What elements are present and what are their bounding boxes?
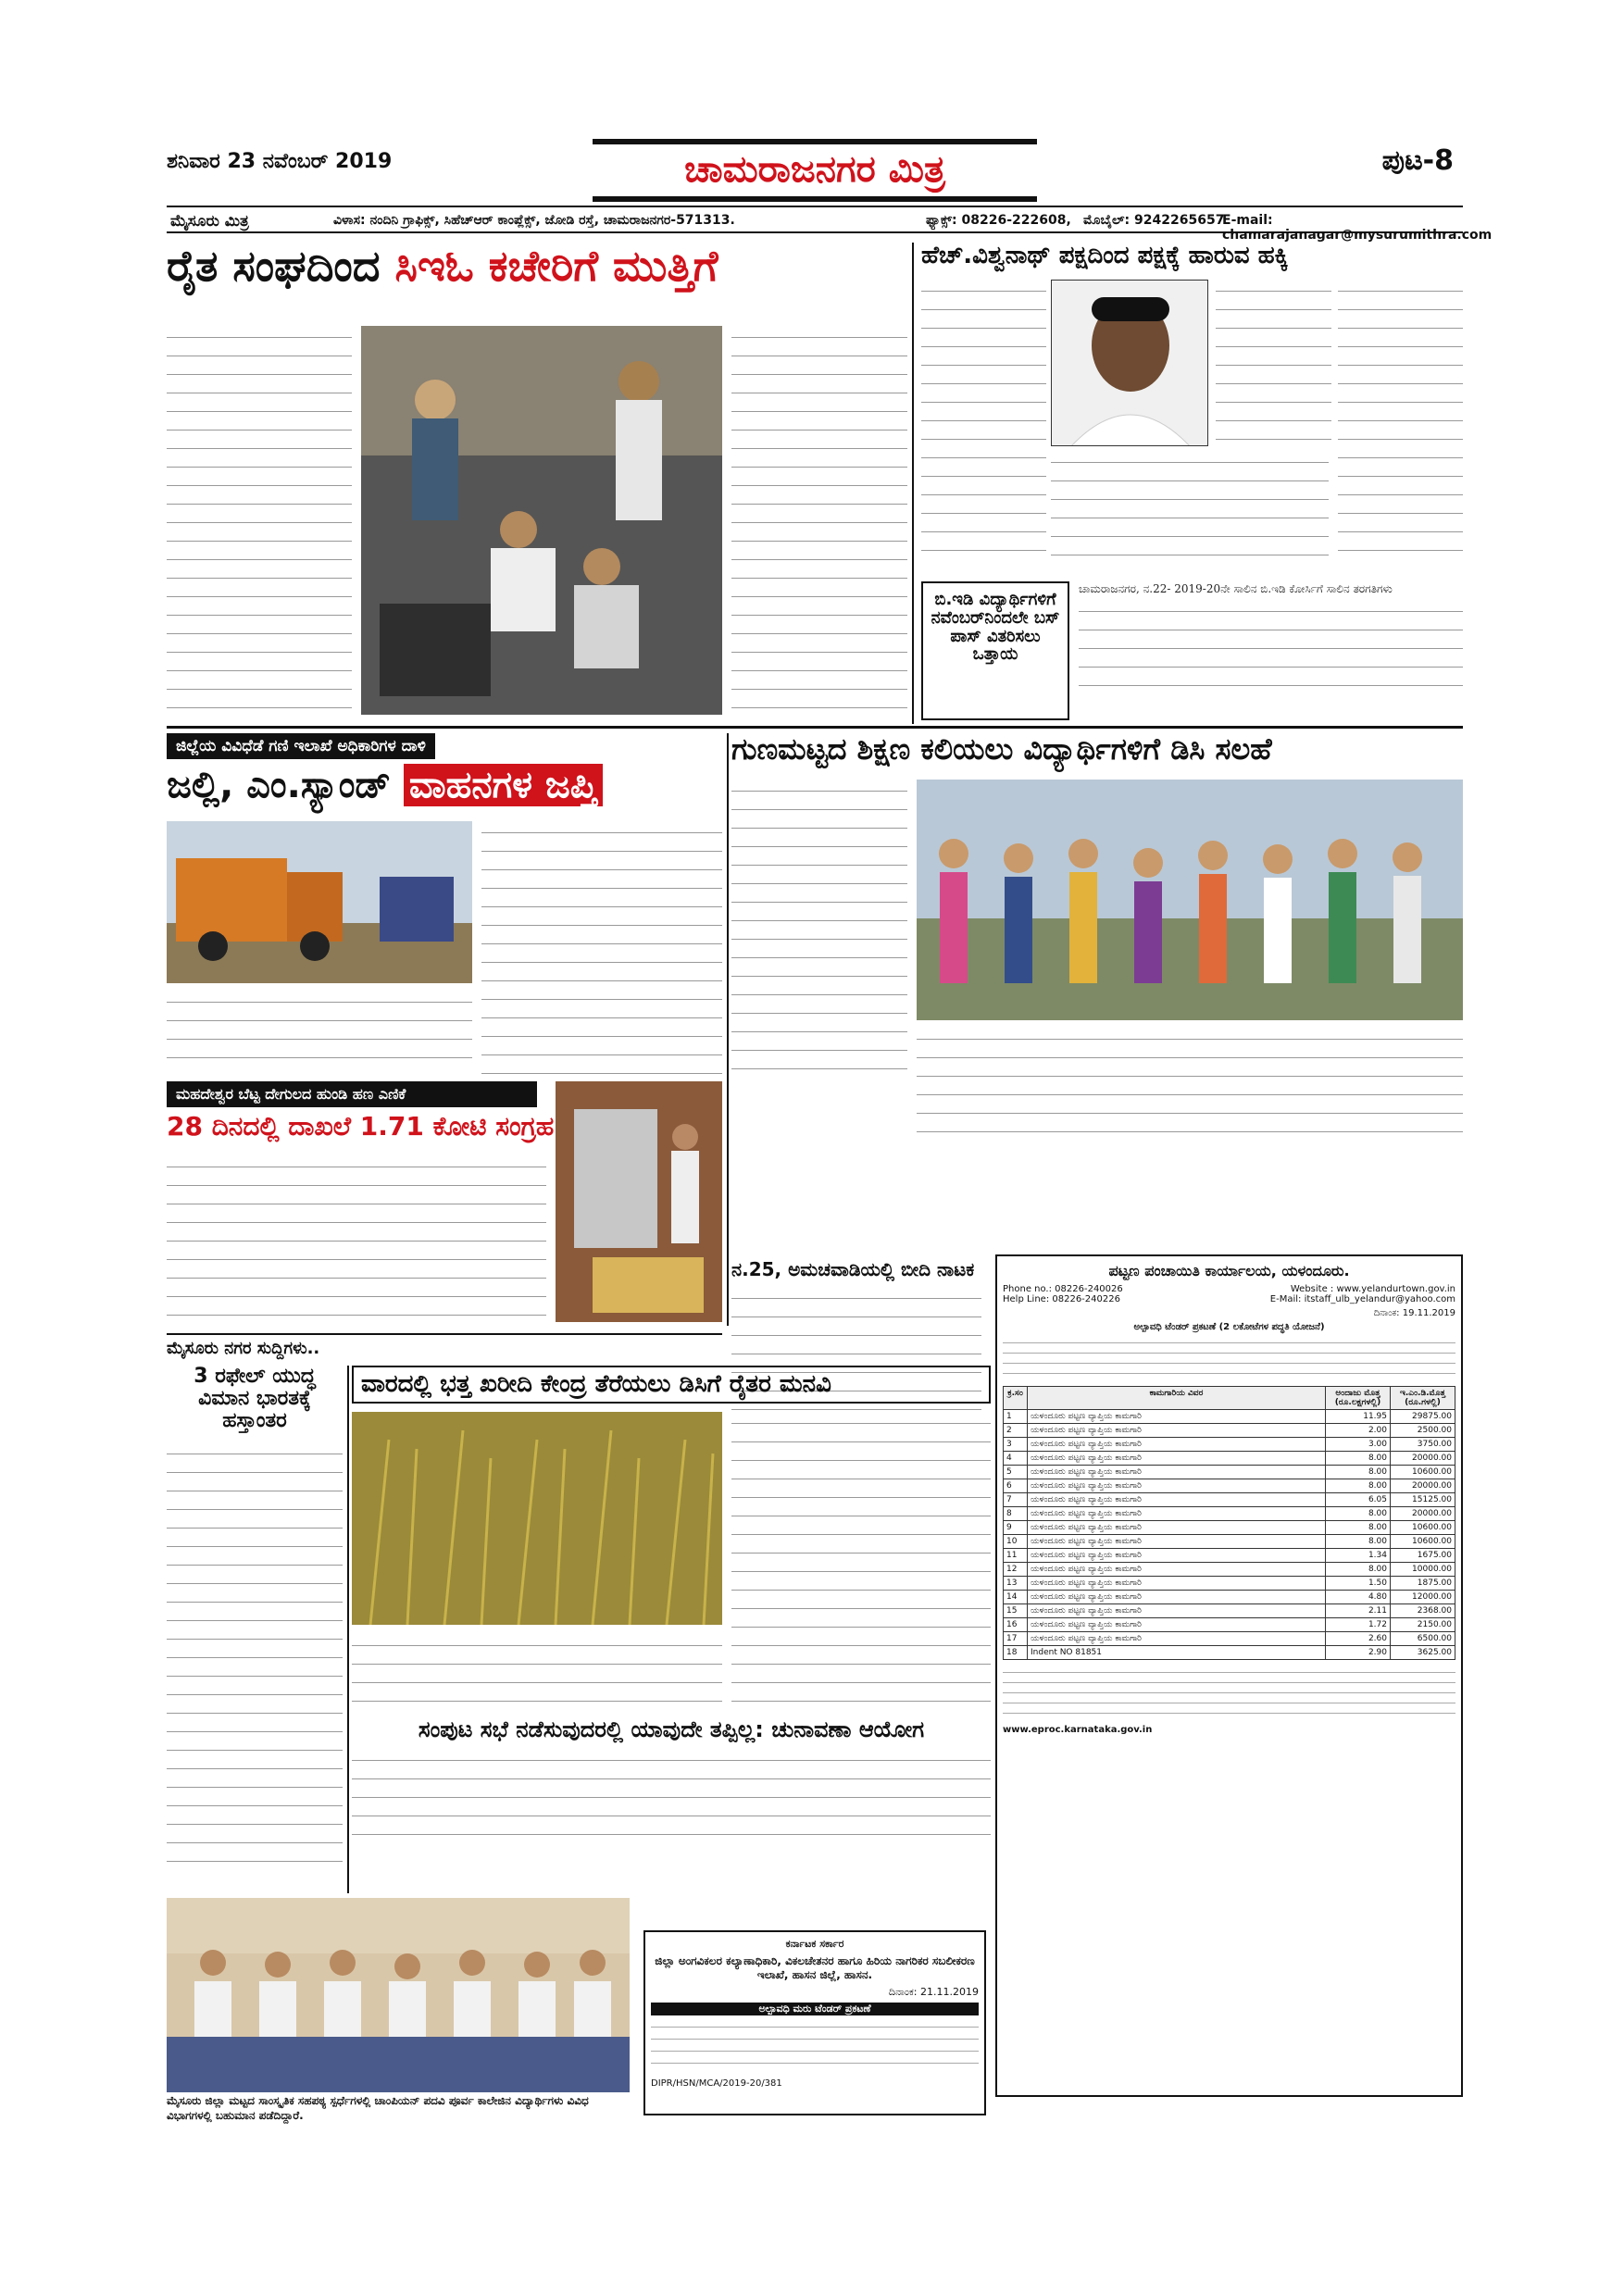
table-cell: 10600.00 [1391,1521,1455,1535]
address-text: ವಿಳಾಸ: ನಂದಿನಿ ಗ್ರಾಫಿಕ್ಸ್, ಸಿಹೆಚ್‌ಆರ್ ಕಾಂಪ್ಲೆಕ್ಸ್, ಜೋಡಿ ರಸ್ತೆ, ಚಾಮರಾಜನಗರ-571313. [333,213,735,228]
table-cell: 2.00 [1326,1424,1391,1438]
email-text: E-mail: chamarajanagar@mysurumithra.com [1222,213,1493,243]
paddy-body-2 [352,1634,722,1708]
table-cell: Indent NO 81851 [1028,1646,1326,1660]
truck-photo-graphic [167,821,472,983]
table-cell: 2 [1004,1424,1028,1438]
table-cell: ಯಳಂದೂರು ಪಟ್ಟಣ ವ್ಯಾಪ್ತಿಯ ಕಾಮಗಾರಿ [1028,1452,1326,1466]
mysuru-news-kicker-bar [167,1333,722,1361]
paddy-photo [352,1412,722,1625]
cabinet-meeting-headline: ಸಂಪುಟ ಸಭೆ ನಡೆಸುವುದರಲ್ಲಿ ಯಾವುದೇ ತಪ್ಪಿಲ್ಲ: ಚುನಾವಣಾ ಆಯೋಗ [418,1716,925,1742]
masthead-title: ಚಾಮರಾಜನಗರ ಮಿತ್ರ [684,148,945,191]
tender-heading: ಅಲ್ಪಾವಧಿ ಟೆಂಡರ್ ಪ್ರಕಟಣೆ (2 ಲಕೋಟೆಗಳ ಪದ್ಧತಿ ಯೋಜನೆ) [1133,1322,1325,1332]
paddy-article [352,1366,991,1708]
table-cell: 3 [1004,1438,1028,1452]
hundi-headline: 28 ದಿನದಲ್ಲಿ ದಾಖಲೆ 1.71 ಕೋಟಿ ಸಂಗ್ರಹ [167,1111,555,1142]
table-cell: 17 [1004,1632,1028,1646]
ad-body [651,2019,979,2075]
table-cell: 15 [1004,1604,1028,1618]
vehicle-seizure-headline [167,765,722,805]
students-photo-graphic [917,780,1463,1020]
paddy-headline: ವಾರದಲ್ಲಿ ಭತ್ತ ಖರೀದಿ ಕೇಂದ್ರ ತೆರೆಯಲು ಡಿಸಿಗೆ ರೈತರ ಮನವಿ [352,1366,991,1404]
mobile-text: ಮೊಬೈಲ್: 9242265657 [1083,213,1225,228]
table-cell: 4 [1004,1452,1028,1466]
table-row [1004,1479,1455,1493]
table-row [1004,1507,1455,1521]
table-row [1004,1535,1455,1549]
tender-table [1003,1386,1455,1660]
table-cell: 4.80 [1326,1591,1391,1604]
table-row [1004,1591,1455,1604]
farmers-protest-body-left [167,326,352,724]
table-cell: 1675.00 [1391,1549,1455,1563]
table-cell: ಯಳಂದೂರು ಪಟ್ಟಣ ವ್ಯಾಪ್ತಿಯ ಕಾಮಗಾರಿ [1028,1632,1326,1646]
hundi-counting-graphic [556,1081,722,1322]
column-header: ಇ.ಎಂ.ಡಿ.ಮೊತ್ತ (ರೂ.ಗಳಲ್ಲಿ) [1391,1387,1455,1410]
table-cell: 8.00 [1326,1452,1391,1466]
hundi-photo [556,1081,722,1322]
farmers-protest-body-right [731,326,907,724]
column-rule [347,1366,349,1893]
table-cell: 2150.00 [1391,1618,1455,1632]
table-cell: ಯಳಂದೂರು ಪಟ್ಟಣ ವ್ಯಾಪ್ತಿಯ ಕಾಮಗಾರಿ [1028,1507,1326,1521]
table-cell: 2.90 [1326,1646,1391,1660]
headline-part-black: ಜಲ್ಲಿ, ಎಂ.ಸ್ಯಾಂಡ್ [167,764,391,806]
vishwanath-headline: ಹೆಚ್.ವಿಶ್ವನಾಥ್ ಪಕ್ಷದಿಂದ ಪಕ್ಷಕ್ಕೆ ಹಾರುವ ಹಕ್ಕಿ [921,242,1289,269]
table-cell: 13 [1004,1577,1028,1591]
column-header: ಅಂದಾಜು ಮೊತ್ತ (ರೂ.ಲಕ್ಷಗಳಲ್ಲಿ) [1326,1387,1391,1410]
table-cell: 20000.00 [1391,1479,1455,1493]
address-bar [167,206,1493,243]
quality-education-headline: ಗುಣಮಟ್ಟದ ಶಿಕ್ಷಣ ಕಲಿಯಲು ವಿದ್ಯಾರ್ಥಿಗಳಿಗೆ ಡಿಸಿ ಸಲಹೆ [731,731,1272,767]
tender-helpline: Help Line: 08226-240226 [1003,1294,1120,1304]
table-cell: 20000.00 [1391,1452,1455,1466]
table-row [1004,1618,1455,1632]
rafale-body [167,1442,343,1878]
table-cell: 12 [1004,1563,1028,1577]
paddy-body [731,1412,991,1708]
table-cell: 1.50 [1326,1577,1391,1591]
bed-bus-pass-dateline: ಚಾಮರಾಜನಗರ, ನ.22- 2019-20ನೇ ಸಾಲಿನ ಬಿ.ಇಡಿ ಕೋರ್ಸಿಗೆ ಸಾಲಿನ ತರಗತಿಗಳು [1079,582,1393,595]
table-cell: 8.00 [1326,1535,1391,1549]
table-cell: 14 [1004,1591,1028,1604]
table-cell: ಯಳಂದೂರು ಪಟ್ಟಣ ವ್ಯಾಪ್ತಿಯ ಕಾಮಗಾರಿ [1028,1577,1326,1591]
table-cell: ಯಳಂದೂರು ಪಟ್ಟಣ ವ್ಯಾಪ್ತಿಯ ಕಾಮಗಾರಿ [1028,1493,1326,1507]
portrait-graphic [1052,281,1208,446]
table-row [1004,1493,1455,1507]
table-row [1004,1466,1455,1479]
vishwanath-body-3 [1216,280,1331,446]
table-cell: 11.95 [1326,1410,1391,1424]
table-cell: 7 [1004,1493,1028,1507]
table-row [1004,1410,1455,1424]
table-cell: 10600.00 [1391,1535,1455,1549]
table-cell: 8.00 [1326,1466,1391,1479]
cabinet-meeting-body [352,1749,991,1851]
tender-terms [1003,1666,1455,1721]
table-cell: 1.34 [1326,1549,1391,1563]
vishwanath-body-4 [1338,280,1463,567]
table-cell: ಯಳಂದೂರು ಪಟ್ಟಣ ವ್ಯಾಪ್ತಿಯ ಕಾಮಗಾರಿ [1028,1521,1326,1535]
table-row [1004,1632,1455,1646]
table-cell: 1.72 [1326,1618,1391,1632]
table-cell: 18 [1004,1646,1028,1660]
table-cell: 8 [1004,1507,1028,1521]
quality-education-article [731,733,1463,1252]
table-cell: ಯಳಂದೂರು ಪಟ್ಟಣ ವ್ಯಾಪ್ತಿಯ ಕಾಮಗಾರಿ [1028,1591,1326,1604]
column-rule [912,243,914,724]
vishwanath-portrait [1051,280,1208,446]
table-row [1004,1549,1455,1563]
street-play-headline: ನ.25, ಅಮಚವಾಡಿಯಲ್ಲಿ ಬೀದಿ ನಾಟಕ [731,1258,975,1280]
table-cell: 3.00 [1326,1438,1391,1452]
table-cell: 5 [1004,1466,1028,1479]
fax-text: ಫ್ಯಾಕ್ಸ್: 08226-222608, [926,213,1071,228]
table-cell: 29875.00 [1391,1410,1455,1424]
vishwanath-article [921,243,1463,576]
vehicle-seizure-body [167,991,472,1076]
farmers-protest-article [167,243,907,724]
table-row [1004,1563,1455,1577]
vehicle-seizure-kicker: ಜಿಲ್ಲೆಯ ವಿವಿಧೆಡೆ ಗಣಿ ಇಲಾಖೆ ಅಧಿಕಾರಿಗಳ ದಾಳಿ [167,733,435,759]
table-cell: ಯಳಂದೂರು ಪಟ್ಟಣ ವ್ಯಾಪ್ತಿಯ ಕಾಮಗಾರಿ [1028,1410,1326,1424]
protest-photo-graphic [361,326,722,715]
bed-bus-pass-body [1079,581,1463,720]
table-cell: 20000.00 [1391,1507,1455,1521]
column-header: ಕಾಮಗಾರಿಯ ವಿವರ [1028,1387,1326,1410]
mysuru-news-kicker: ಮೈಸೂರು ನಗರ ಸುದ್ದಿಗಳು.. [167,1339,320,1358]
rafale-headline: 3 ರಫೇಲ್ ಯುದ್ಧ ವಿಮಾನ ಭಾರತಕ್ಕೆ ಹಸ್ತಾಂತರ [194,1365,316,1433]
hundi-kicker: ಮಹದೇಶ್ವರ ಬೆಟ್ಟ ದೇಗುಲದ ಹುಂಡಿ ಹಣ ಎಣಿಕೆ [167,1081,537,1107]
table-cell: ಯಳಂದೂರು ಪಟ್ಟಣ ವ್ಯಾಪ್ತಿಯ ಕಾಮಗಾರಿ [1028,1604,1326,1618]
table-cell: 2500.00 [1391,1424,1455,1438]
ad-title: ಜಿಲ್ಲಾ ಅಂಗವಿಕಲರ ಕಲ್ಯಾಣಾಧಿಕಾರಿ, ವಿಕಲಚೇತನರ ಹಾಗೂ ಹಿರಿಯ ನಾಗರಿಕರ ಸಬಲೀಕರಣ ಇಲಾಖೆ, ಹಾಸನ ಜಿಲ್ಲೆ, ಹಾಸನ. [655,1954,975,1981]
vehicle-seizure-article [167,733,722,1076]
tender-contacts [1003,1284,1455,1304]
table-row [1004,1646,1455,1660]
table-row [1004,1604,1455,1618]
table-cell: ಯಳಂದೂರು ಪಟ್ಟಣ ವ್ಯಾಪ್ತಿಯ ಕಾಮಗಾರಿ [1028,1466,1326,1479]
anganwadi-ad [643,1930,986,2115]
column-header: ಕ್ರ.ಸಂ [1004,1387,1028,1410]
cabinet-meeting-article [352,1717,991,1893]
table-cell: 6500.00 [1391,1632,1455,1646]
ad-subheading: ಅಲ್ಪಾವಧಿ ಮರು ಟೆಂಡರ್ ಪ್ರಕಟಣೆ [651,2003,979,2015]
tender-table-body [1004,1410,1455,1660]
table-cell: 9 [1004,1521,1028,1535]
masthead-title-frame [593,139,1037,202]
table-cell: 8.00 [1326,1563,1391,1577]
table-row [1004,1521,1455,1535]
table-row [1004,1577,1455,1591]
tender-date: ದಿನಾಂಕ: 19.11.2019 [1373,1308,1455,1318]
photo-caption: ಮೈಸೂರು ಜಿಲ್ಲಾ ಮಟ್ಟದ ಸಾಂಸ್ಕೃತಿಕ ಸಹಪಠ್ಯ ಸ್ಪರ್ಧೆಗಳಲ್ಲಿ ಚಾಂಪಿಯನ್ ಪದವಿ ಪೂರ್ವ ಕಾಲೇಜಿನ ವಿದ್ಯಾರ್ಥಿಗಳು ವಿವಿಧ ವಿಭಾಗಗಳಲ್ಲಿ ಬಹುಮಾನ ಪಡೆದಿದ್ದಾರೆ. [167,2094,589,2122]
quality-education-body-1 [731,780,907,1076]
column-rule [727,733,729,1326]
masthead [148,139,1472,204]
table-cell: 1 [1004,1410,1028,1424]
vishwanath-body-2 [1051,451,1329,567]
table-cell: 2.11 [1326,1604,1391,1618]
table-cell: 10600.00 [1391,1466,1455,1479]
table-cell: 2368.00 [1391,1604,1455,1618]
table-cell: ಯಳಂದೂರು ಪಟ್ಟಣ ವ್ಯಾಪ್ತಿಯ ಕಾಮಗಾರಿ [1028,1618,1326,1632]
table-cell: 11 [1004,1549,1028,1563]
awards-photo-graphic [167,1898,630,2092]
ad-date: ದಿನಾಂಕ: 21.11.2019 [888,1986,979,1998]
headline-part-black: ರೈತ ಸಂಘದಿಂದ [167,241,381,291]
table-cell: 2.60 [1326,1632,1391,1646]
farmers-protest-photo [361,326,722,715]
tender-website: Website : www.yelandurtown.gov.in [1290,1284,1455,1294]
vishwanath-body-1 [921,280,1046,567]
table-cell: 6.05 [1326,1493,1391,1507]
quality-education-body-2 [917,1028,1463,1148]
table-cell: 12000.00 [1391,1591,1455,1604]
hundi-body [167,1155,546,1322]
ad-footer: DIPR/HSN/MCA/2019-20/381 [651,2078,782,2089]
hundi-article [167,1081,722,1322]
bed-bus-pass-box [921,581,1069,720]
headline-part-red: ವಾಹನಗಳ ಜಪ್ತಿ [404,764,603,806]
table-cell: ಯಳಂದೂರು ಪಟ್ಟಣ ವ್ಯಾಪ್ತಿಯ ಕಾಮಗಾರಿ [1028,1424,1326,1438]
table-cell: 10 [1004,1535,1028,1549]
table-cell: 3625.00 [1391,1646,1455,1660]
page-number: ಪುಟ-8 [1381,144,1454,177]
vehicle-seizure-body-2 [481,821,722,1076]
tender-email: E-Mail: itstaff_ulb_yelandur@yahoo.com [1269,1294,1455,1304]
table-cell: 8.00 [1326,1507,1391,1521]
paddy-field-graphic [352,1412,722,1625]
table-cell: 10000.00 [1391,1563,1455,1577]
table-cell: 16 [1004,1618,1028,1632]
tender-title: ಪಟ್ಟಣ ಪಂಚಾಯಿತಿ ಕಾರ್ಯಾಲಯ, ಯಳಂದೂರು. [1108,1262,1350,1279]
table-cell: ಯಳಂದೂರು ಪಟ್ಟಣ ವ್ಯಾಪ್ತಿಯ ಕಾಮಗಾರಿ [1028,1479,1326,1493]
vehicle-seizure-photo [167,821,472,983]
tender-eproc-link[interactable]: www.eproc.karnataka.gov.in [1003,1725,1153,1735]
tender-table-header [1004,1387,1455,1410]
table-cell: ಯಳಂದೂರು ಪಟ್ಟಣ ವ್ಯಾಪ್ತಿಯ ಕಾಮಗಾರಿ [1028,1535,1326,1549]
tender-intro [1003,1336,1455,1382]
table-cell: 15125.00 [1391,1493,1455,1507]
table-row [1004,1452,1455,1466]
table-cell: 3750.00 [1391,1438,1455,1452]
students-awards-photo [167,1898,630,2092]
rafale-article [167,1366,343,1884]
table-cell: ಯಳಂದೂರು ಪಟ್ಟಣ ವ್ಯಾಪ್ತಿಯ ಕಾಮಗಾರಿ [1028,1549,1326,1563]
table-cell: 8.00 [1326,1479,1391,1493]
table-cell: 8.00 [1326,1521,1391,1535]
tender-phone: Phone no.: 08226-240026 [1003,1284,1123,1294]
table-cell: ಯಳಂದೂರು ಪಟ್ಟಣ ವ್ಯಾಪ್ತಿಯ ಕಾಮಗಾರಿ [1028,1438,1326,1452]
table-cell: 1875.00 [1391,1577,1455,1591]
ad-header: ಕರ್ನಾಟಕ ಸರ್ಕಾರ [785,1938,844,1950]
headline-part-red: ಸಿಇಓ ಕಚೇರಿಗೆ ಮುತ್ತಿಗೆ [394,241,718,291]
table-cell: ಯಳಂದೂರು ಪಟ್ಟಣ ವ್ಯಾಪ್ತಿಯ ಕಾಮಗಾರಿ [1028,1563,1326,1577]
divider-row1 [167,726,1463,729]
quality-education-photo [917,780,1463,1020]
table-row [1004,1424,1455,1438]
farmers-protest-headline [167,243,907,290]
tender-notice [995,1254,1463,2097]
table-row [1004,1438,1455,1452]
table-cell: 6 [1004,1479,1028,1493]
bed-bus-pass-headline: ಬಿ.ಇಡಿ ವಿದ್ಯಾರ್ಥಿಗಳಿಗೆ ನವೆಂಬರ್‌ನಿಂದಲೇ ಬಸ್ ಪಾಸ್ ವಿತರಿಸಲು ಒತ್ತಾಯ [931,590,1060,665]
brand-name: ಮೈಸೂರು ಮಿತ್ರ [170,212,249,231]
issue-date: ಶನಿವಾರ 23 ನವೆಂಬರ್ 2019 [167,150,393,173]
